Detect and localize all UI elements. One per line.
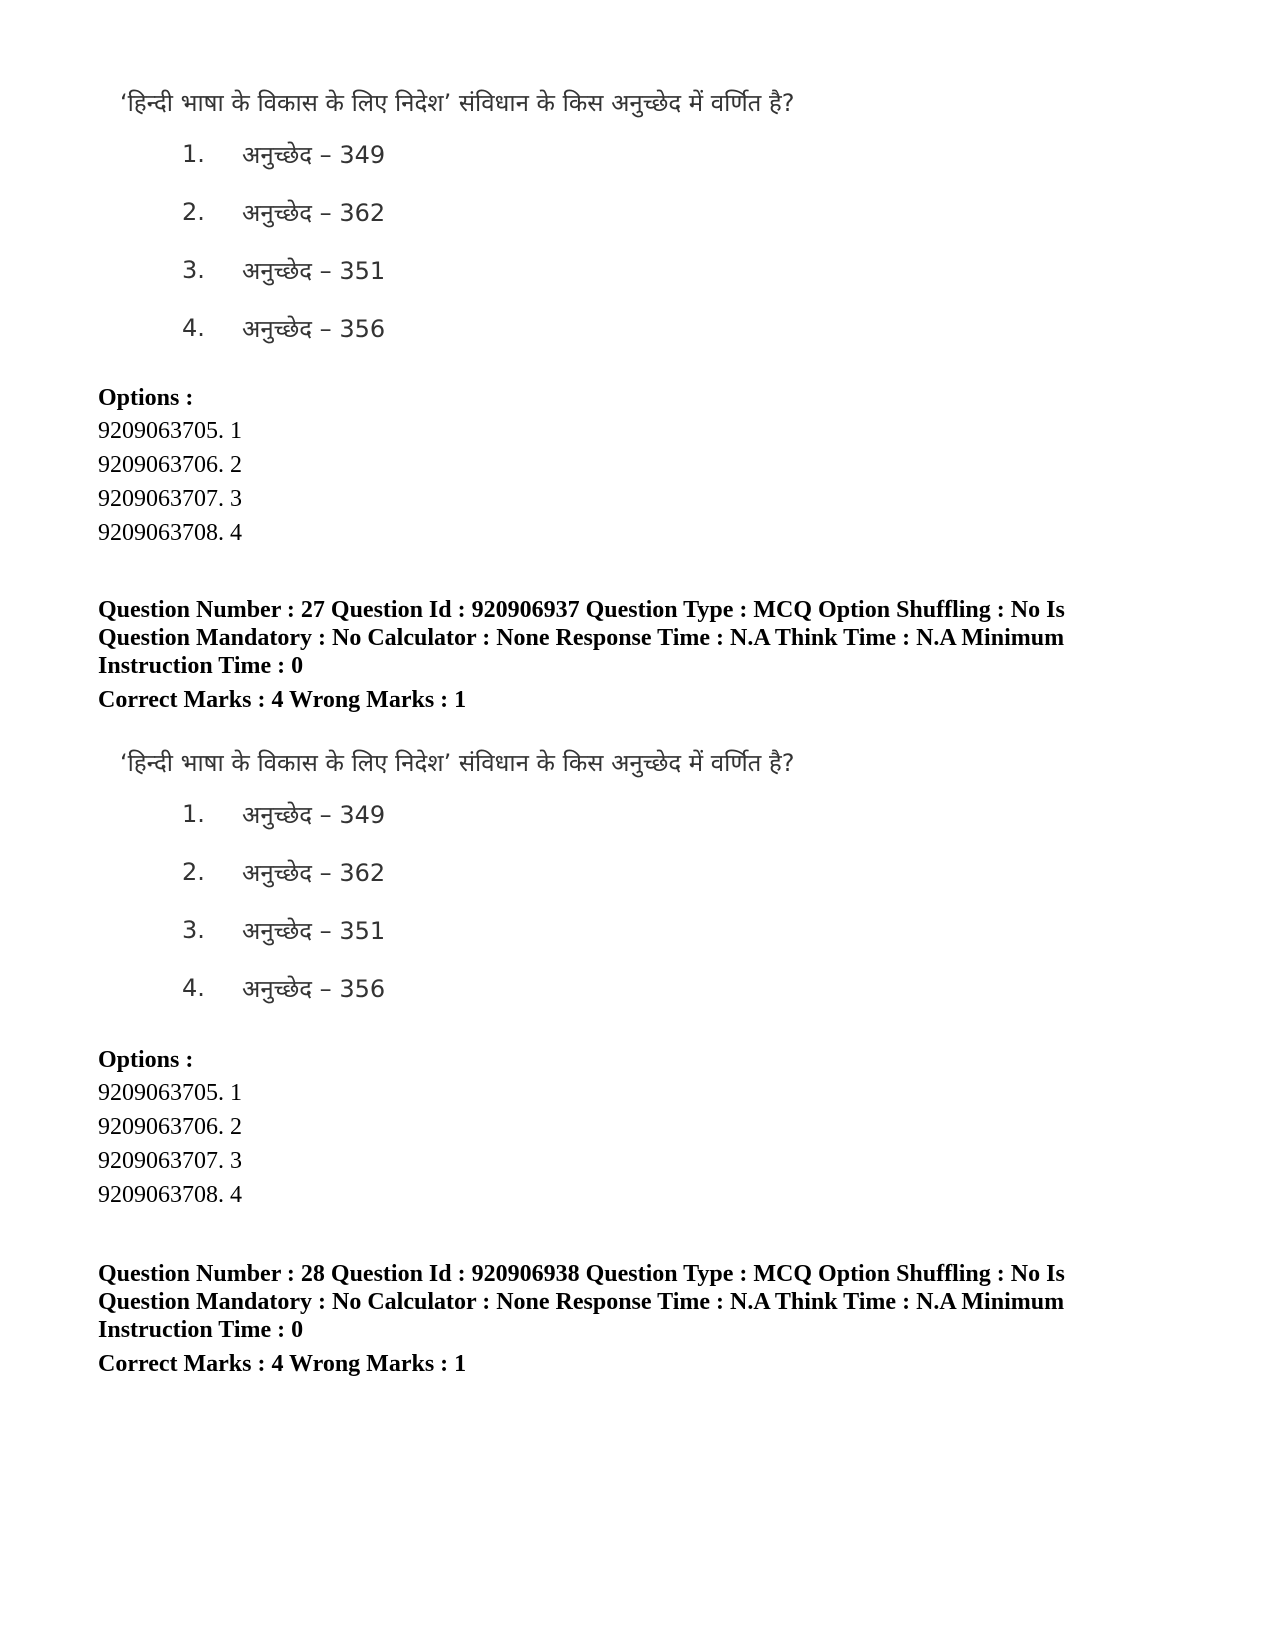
option-line: 9209063706. 2: [98, 1114, 242, 1140]
question-marks: Correct Marks : 4 Wrong Marks : 1: [98, 687, 467, 713]
question-meta-block: [98, 596, 1198, 716]
options-block: [98, 1044, 1198, 1212]
question-meta-block: [98, 1260, 1198, 1380]
options-heading: Options :: [98, 1047, 194, 1073]
choice-number: 3.: [182, 916, 205, 944]
question-image: [120, 746, 1020, 1012]
question-choice-list: [120, 780, 1020, 1012]
option-line: 9209063706. 2: [98, 452, 242, 478]
question-text: ‘हिन्दी भाषा के विकास के लिए निदेश’ संविधान के किस अनुच्छेद में वर्णित है?: [120, 89, 795, 117]
choice-text: अनुच्छेद – 362: [242, 859, 386, 887]
question-choice: [120, 120, 1020, 178]
choice-number: 3.: [182, 256, 205, 284]
question-choice: [120, 294, 1020, 352]
question-meta: Question Number : 28 Question Id : 920906938 Question Type : MCQ Option Shuffling : No Is Question Mandatory : No Calculator : None Response Time : N.A Think Time : N.A Minimum Instruction Time : 0: [98, 1261, 1065, 1343]
choice-number: 2.: [182, 858, 205, 886]
choice-text: अनुच्छेद – 349: [242, 141, 386, 169]
choice-text: अनुच्छेद – 356: [242, 975, 386, 1003]
choice-text: अनुच्छेद – 349: [242, 801, 386, 829]
choice-number: 1.: [182, 800, 205, 828]
choice-text: अनुच्छेद – 351: [242, 917, 386, 945]
question-meta: Question Number : 27 Question Id : 920906937 Question Type : MCQ Option Shuffling : No Is Question Mandatory : No Calculator : None Response Time : N.A Think Time : N.A Minimum Instruction Time : 0: [98, 597, 1065, 679]
question-choice: [120, 780, 1020, 838]
question-choice: [120, 236, 1020, 294]
question-image: [120, 86, 1020, 352]
question-marks: Correct Marks : 4 Wrong Marks : 1: [98, 1351, 467, 1377]
choice-text: अनुच्छेद – 356: [242, 315, 386, 343]
options-heading: Options :: [98, 385, 194, 411]
choice-text: अनुच्छेद – 351: [242, 257, 386, 285]
question-choice: [120, 954, 1020, 1012]
option-line: 9209063707. 3: [98, 1148, 242, 1174]
option-line: 9209063705. 1: [98, 1080, 242, 1106]
choice-number: 2.: [182, 198, 205, 226]
choice-number: 1.: [182, 140, 205, 168]
options-block: [98, 382, 1198, 550]
question-text: ‘हिन्दी भाषा के विकास के लिए निदेश’ संविधान के किस अनुच्छेद में वर्णित है?: [120, 749, 795, 777]
choice-number: 4.: [182, 314, 205, 342]
option-line: 9209063705. 1: [98, 418, 242, 444]
choice-text: अनुच्छेद – 362: [242, 199, 386, 227]
question-choice: [120, 838, 1020, 896]
question-choice: [120, 896, 1020, 954]
question-choice-list: [120, 120, 1020, 352]
choice-number: 4.: [182, 974, 205, 1002]
option-line: 9209063708. 4: [98, 520, 242, 546]
option-line: 9209063708. 4: [98, 1182, 242, 1208]
question-choice: [120, 178, 1020, 236]
option-line: 9209063707. 3: [98, 486, 242, 512]
